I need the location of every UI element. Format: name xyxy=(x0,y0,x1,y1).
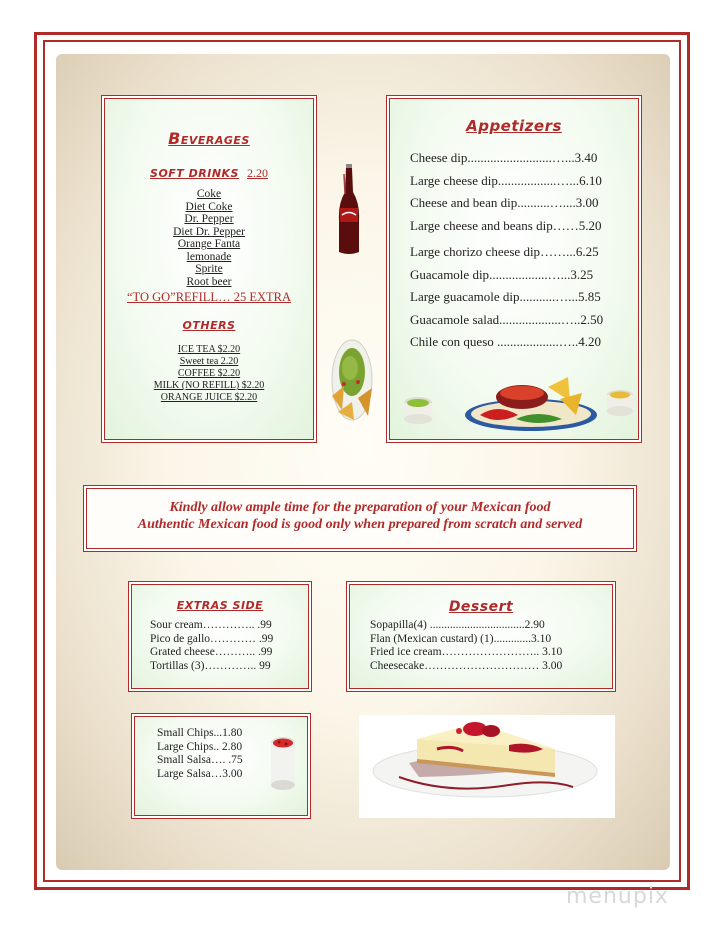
list-item: Diet Dr. Pepper xyxy=(173,225,245,238)
list-item: Cheese dip..........................…...3.40 xyxy=(410,150,598,165)
list-item: Pico de gallo………… .99 xyxy=(150,632,274,645)
list-item: Dr. Pepper xyxy=(184,213,234,225)
appetizers-list xyxy=(390,147,638,354)
list-item: Sour cream………….. .99 xyxy=(150,619,272,631)
dip-platter-image xyxy=(398,369,634,435)
others-label: OTHERS xyxy=(182,319,236,332)
list-item: Large Salsa…3.00 xyxy=(157,767,243,780)
extras-panel xyxy=(131,584,309,689)
salsa-cup-image xyxy=(269,735,297,791)
chips-panel xyxy=(134,716,308,816)
list-item: Cheesecake………………………… 3.00 xyxy=(370,659,563,672)
notice-line-2: Authentic Mexican food is good only when prepared from scratch and served xyxy=(137,517,583,532)
soft-drinks-price: 2.20 xyxy=(246,166,268,180)
list-item: Tortillas (3)………….. 99 xyxy=(150,659,271,672)
list-item: Coke xyxy=(196,188,222,200)
soda-bottle-image xyxy=(336,164,362,256)
appetizers-panel xyxy=(389,98,639,440)
list-item: Small Chips...1.80 xyxy=(157,727,243,739)
list-item: Sweet tea 2.20 xyxy=(179,356,239,367)
list-item: MILK (NO REFILL) $2.20 xyxy=(153,380,265,391)
others-list xyxy=(105,344,313,404)
notice-line-1: Kindly allow ample time for the preparation of your Mexican food xyxy=(169,500,551,515)
list-item: Large guacamole dip...........…...5.85 xyxy=(410,289,601,304)
soft-drinks-heading xyxy=(105,164,313,182)
list-item: Sprite xyxy=(195,263,223,275)
extras-title: EXTRAS SIDE xyxy=(176,599,264,612)
beverages-panel xyxy=(104,98,314,440)
list-item: Large cheese and beans dip……5.20 xyxy=(410,217,602,233)
dessert-title: Dessert xyxy=(448,599,514,615)
list-item: Small Salsa…. .75 xyxy=(157,754,243,766)
list-item: COFFEE $2.20 xyxy=(177,368,241,379)
list-item: ICE TEA $2.20 xyxy=(177,344,241,355)
watermark-logo: menupix xyxy=(566,884,669,909)
list-item: Fried ice cream…………………….. 3.10 xyxy=(370,646,563,658)
list-item: Grated cheese……….. .99 xyxy=(150,646,273,658)
appetizers-title: Appetizers xyxy=(466,117,562,135)
beverages-title: Beverages xyxy=(168,129,250,148)
list-item: Flan (Mexican custard) (1).............3.10 xyxy=(370,632,552,645)
dessert-panel xyxy=(349,584,613,689)
cheesecake-image xyxy=(359,715,615,818)
list-item: Guacamole dip..................…...3.25 xyxy=(410,266,594,282)
list-item: Large Chips.. 2.80 xyxy=(157,740,243,753)
list-item: Orange Fanta xyxy=(177,238,241,250)
to-go-refill-note: “TO GO”REFILL… 25 EXTRA xyxy=(127,290,291,304)
list-item: Root beer xyxy=(186,275,232,288)
list-item: Sopapilla(4) .................................2.90 xyxy=(370,619,545,631)
list-item: lemonade xyxy=(186,250,232,263)
preparation-notice xyxy=(86,488,634,549)
guacamole-chips-image xyxy=(324,336,376,422)
dessert-list xyxy=(350,619,612,673)
cheesecake-photo-frame xyxy=(359,715,615,818)
list-item: Guacamole salad...................…..2.50 xyxy=(410,311,604,327)
soft-drinks-list xyxy=(105,188,313,288)
list-item: Large chorizo cheese dip……...6.25 xyxy=(410,244,599,259)
list-item: ORANGE JUICE $2.20 xyxy=(160,392,258,403)
list-item: Large cheese dip..................…...6.10 xyxy=(410,172,602,188)
soft-drinks-label: SOFT DRINKS xyxy=(150,167,239,180)
list-item: Cheese and bean dip..........…....3.00 xyxy=(410,195,599,210)
extras-list xyxy=(132,619,308,673)
list-item: Chile con queso ...................…..4.20 xyxy=(410,334,602,349)
list-item: Diet Coke xyxy=(185,200,233,213)
